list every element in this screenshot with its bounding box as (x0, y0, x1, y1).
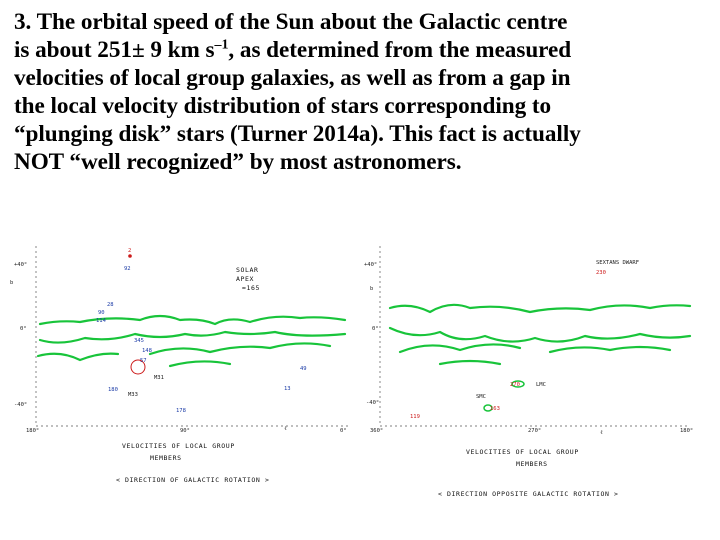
left-y-mid-label: 0° (20, 326, 27, 332)
right-chart-drawing (360, 236, 720, 540)
left-x-right-label: 0° (340, 428, 347, 434)
galaxy-label-13: 13 (284, 386, 291, 392)
right-milky-way-band-upper (390, 305, 690, 312)
left-direction-label: < DIRECTION OF GALACTIC ROTATION > (116, 476, 270, 484)
left-band-spur-1 (38, 354, 118, 360)
apex-label-1: SOLAR (236, 266, 259, 274)
left-y-top-label: +40° (14, 262, 28, 268)
left-x-left-label: 180° (26, 428, 40, 434)
right-band-spur-2 (550, 347, 670, 352)
right-y-top-label: +40° (364, 262, 378, 268)
galaxy-label-57: 57 (140, 358, 147, 364)
apex-label-3: ≈165 (242, 284, 261, 292)
lmc-label: LMC (536, 382, 546, 388)
galaxy-label-230: 230 (596, 270, 606, 276)
right-l-label: ℓ (600, 430, 603, 436)
galaxy-label-270: 270 (510, 382, 520, 388)
speed-text-tail: , as determined from the measured (228, 37, 572, 63)
left-band-spur-2 (150, 343, 330, 354)
left-milky-way-band-upper (40, 316, 345, 324)
left-caption-line-2: MEMBERS (150, 454, 182, 462)
left-caption-line-1: VELOCITIES OF LOCAL GROUP (122, 442, 235, 450)
m31-label: M31 (154, 375, 164, 381)
galaxy-label-163: 163 (490, 406, 500, 412)
right-band-spur-1 (400, 344, 520, 352)
apex-label-2: APEX (236, 275, 255, 283)
right-velocity-chart (360, 236, 720, 540)
galaxy-label-119: 119 (410, 414, 420, 420)
galaxy-label-345: 345 (134, 338, 144, 344)
right-caption-line-2: MEMBERS (516, 460, 548, 468)
paragraph-line-4: the local velocity distribution of stars corresponding to (14, 93, 552, 119)
galaxy-label-92: 92 (124, 266, 131, 272)
sextans-dwarf-label: SEXTANS DWARF (596, 260, 640, 266)
galaxy-label-28: 28 (107, 302, 114, 308)
galaxy-label-114: 114 (96, 318, 106, 324)
right-x-left-label: 360° (370, 428, 384, 434)
right-milky-way-band-lower (390, 328, 690, 342)
paragraph-line-6: NOT “well recognized” by most astronomers. (14, 149, 462, 175)
right-band-spur-3 (440, 361, 500, 364)
right-x-right-label: 180° (680, 428, 694, 434)
right-direction-label: < DIRECTION OPPOSITE GALACTIC ROTATION > (438, 490, 619, 498)
right-y-mid-label: 0° (372, 326, 379, 332)
left-l-label: ℓ (284, 426, 287, 432)
right-caption-line-1: VELOCITIES OF LOCAL GROUP (466, 448, 579, 456)
left-band-spur-3 (170, 361, 230, 366)
galaxy-label-180: 180 (108, 387, 118, 393)
unit-exponent: –1 (214, 37, 229, 53)
left-milky-way-band-lower (40, 332, 345, 343)
paragraph-line-5: “plunging disk” stars (Turner 2014a). This fact is actually (14, 121, 581, 147)
galaxy-label-90: 90 (98, 310, 105, 316)
paragraph-line-2 (14, 36, 714, 64)
galaxy-label-2: 2 (128, 248, 132, 254)
galaxy-label-49: 49 (300, 366, 307, 372)
speed-text: is about 251± 9 km s (14, 37, 215, 63)
paragraph-line-3: velocities of local group galaxies, as well as from a gap in (14, 65, 571, 91)
right-b-label: b (370, 286, 374, 292)
left-y-bot-label: -40° (14, 402, 28, 408)
right-y-bot-label: -40° (366, 400, 380, 406)
smc-label: SMC (476, 394, 486, 400)
galaxy-label-178: 178 (176, 408, 186, 414)
galaxy-label-148: 148 (142, 348, 152, 354)
left-b-label: b (10, 280, 14, 286)
galaxy-point-2 (128, 254, 132, 258)
m33-label: M33 (128, 392, 138, 398)
left-chart-drawing (0, 236, 360, 536)
left-x-mid-label: 90° (180, 428, 190, 434)
body-paragraph (14, 8, 714, 176)
left-velocity-chart (0, 236, 360, 536)
right-x-mid-label: 270° (528, 428, 542, 434)
paragraph-line-1: 3. The orbital speed of the Sun about the Galactic centre (14, 9, 568, 35)
